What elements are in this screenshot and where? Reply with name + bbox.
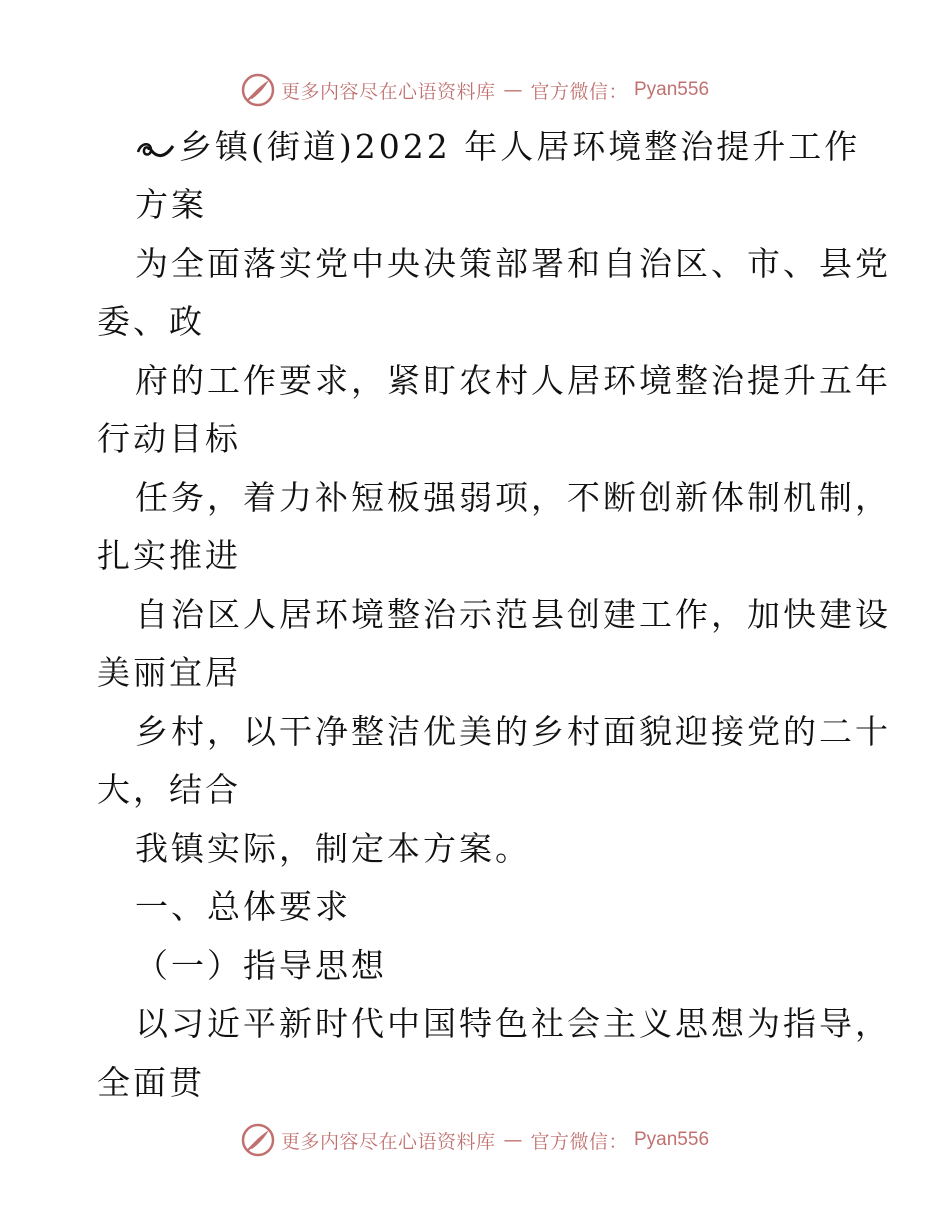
paragraph-line: 乡村，以干净整洁优美的乡村面貌迎接党的二十 xyxy=(135,712,891,751)
paragraph-line: 大，结合 xyxy=(97,770,241,809)
paragraph-line: 扎实推进 xyxy=(97,536,241,575)
document-title-line-2: 方案 xyxy=(135,185,207,224)
paragraph-line: 自治区人居环境整治示范县创建工作，加快建设 xyxy=(135,595,891,634)
paragraph-line: 全面贯 xyxy=(97,1063,205,1102)
watermark-separator: — xyxy=(503,79,523,101)
paragraph-line: 府的工作要求，紧盯农村人居环境整治提升五年 xyxy=(135,361,891,400)
watermark-header xyxy=(0,70,950,110)
watermark-footer xyxy=(0,1120,950,1160)
swirl-ornament-icon xyxy=(135,138,177,160)
paragraph-line: 行动目标 xyxy=(97,419,241,458)
paragraph-line: 为全面落实党中央决策部署和自治区、市、县党 xyxy=(135,244,891,283)
watermark-label: 官方微信： xyxy=(530,80,628,103)
watermark-separator: — xyxy=(503,1129,523,1151)
watermark-text: 更多内容尽在心语资料库 xyxy=(280,80,496,103)
feather-logo-icon xyxy=(241,73,275,107)
document-title-line-1 xyxy=(135,125,860,169)
section-heading: 一、总体要求 xyxy=(135,887,351,926)
watermark-text: 更多内容尽在心语资料库 xyxy=(280,1130,496,1153)
watermark-label: 官方微信： xyxy=(530,1130,628,1153)
feather-logo-icon xyxy=(241,1123,275,1157)
paragraph-line: 以习近平新时代中国特色社会主义思想为指导， xyxy=(135,1004,891,1043)
subsection-heading: （一）指导思想 xyxy=(135,946,387,985)
paragraph-line: 任务，着力补短板强弱项，不断创新体制机制， xyxy=(135,478,891,517)
watermark-handle: Pyan556 xyxy=(634,79,710,100)
paragraph-line: 我镇实际，制定本方案。 xyxy=(135,829,531,868)
paragraph-line: 委、政 xyxy=(97,302,205,341)
paragraph-line: 美丽宜居 xyxy=(97,653,241,692)
watermark-handle: Pyan556 xyxy=(634,1129,710,1150)
document-title: 乡镇(街道)2022 年人居环境整治提升工作 xyxy=(179,127,861,166)
